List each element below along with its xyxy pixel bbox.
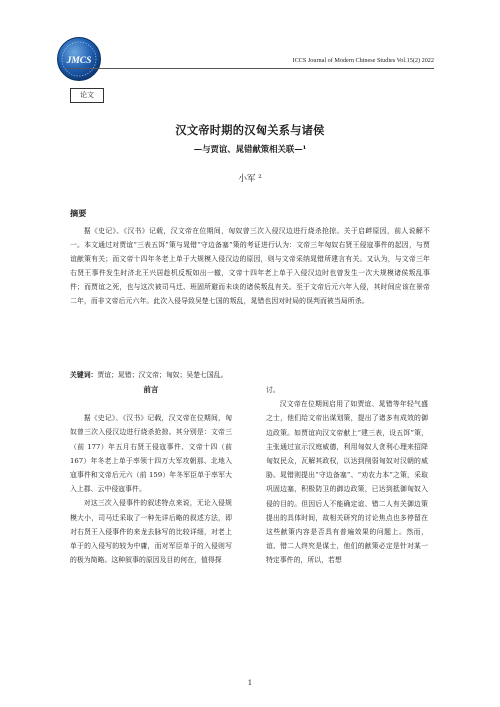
abstract-heading: 摘要 (70, 208, 87, 218)
body-continuation: 讨。 (266, 386, 280, 394)
journal-logo (56, 36, 102, 82)
journal-header: ICCS Journal of Modern Chinese Studies Vol.15(2) 2022 (292, 57, 434, 64)
body-column-left (70, 383, 232, 567)
keywords (70, 369, 430, 379)
keywords-label: 关键词： (70, 371, 98, 379)
logo-text: JMCS (66, 56, 92, 66)
author-name: 小军 ² (238, 174, 262, 184)
body-paragraph: 据《史记》、《汉书》记载，汉文帝在位期间，匈奴曾三次入侵汉边进行烧杀抢掠。其分别是：文帝三（前 177）年五月右贤王侵寇事件、文帝十四（前 167）年冬老上单于率领十四万大军攻朝那、北地入寇事件和文帝后元六（前 159）年冬军臣单于率军大入上郡、云中侵寇事件。 (70, 414, 232, 494)
page-number: 1 (247, 679, 253, 687)
body-paragraph: 对这三次入侵事件的叙述特点来说，无论入侵规模大小，司马迁采取了一种先详后略的叙述方法，即对右贤王入侵事件的来龙去脉写的比较详细，对老上单于的入侵写的较为中庸，而对军臣单于的入侵则写的极为简略。这种叙事的原因及目的何在，值得探 (70, 499, 232, 565)
header-rule (66, 68, 434, 69)
article-type-badge: 论文 (70, 88, 104, 103)
keywords-list: 贾谊；晁错；汉文帝；匈奴；吴楚七国乱。 (97, 371, 228, 379)
section-heading: 前言 (143, 385, 159, 394)
paper-subtitle: —与贾谊、晁错献策相关联—¹ (193, 144, 307, 154)
body-paragraph: 汉文帝在位期间启用了如贾谊、晁错等年轻气盛之士，他们给文帝出谋划策，提出了诸多有成效的御边政策。如贾谊向汉文帝献上“建三表，设五饵”策，主张通过宣示汉庭威德，利用匈奴人贪利心理来招降匈奴民众，瓦解其政权，以达到削弱匈奴对汉朝的威胁。晁错则提出“守边备塞”、“劝农力本”之策，采取巩固边塞，积极防卫的御边政策，已达到抵御匈奴入侵的目的。但因后人不能确定谊、错二人有关御边策提出的具体时间，故相关研究的讨论焦点也多停留在这些献策内容是否具有普遍效果的问题上。然而，谊、错二人终究是谋士，他们的献策必定是针对某一特定事件的，所以，若想 (266, 400, 428, 565)
abstract-body: 据《史记》、《汉书》记载，汉文帝在位期间，匈奴曾三次入侵汉边进行烧杀抢掠。关于启衅原因，前人说解不一。本文通过对贾谊“三表五饵”策与晁错“守边备塞”策的考证进行认为：文帝三年匈奴右贤王侵寇事件的起因，与贾谊献策有关；而文帝十四年冬老上单于大规模入侵汉边的原因，则与文帝采纳晁错所建言有关。又认为，与文帝三年右贤王事件发生时济北王兴居趁机反叛如出一辙，文帝十四年老上单于入侵汉边时也曾发生一次大规模诸侯叛乱事件；而贾谊之死，也与这次被司马迁、班固所避而未谈的诸侯叛乱有关。至于文帝后元六年入侵，其时间应该在景帝二年，而非文帝后元六年。此次入侵导致吴楚七国的叛乱，晁错也因对时局的误判而被当局所杀。 (70, 227, 430, 305)
body-column-right (266, 383, 428, 568)
paper-title: 汉文帝时期的汉匈关系与诸侯 (175, 123, 325, 137)
